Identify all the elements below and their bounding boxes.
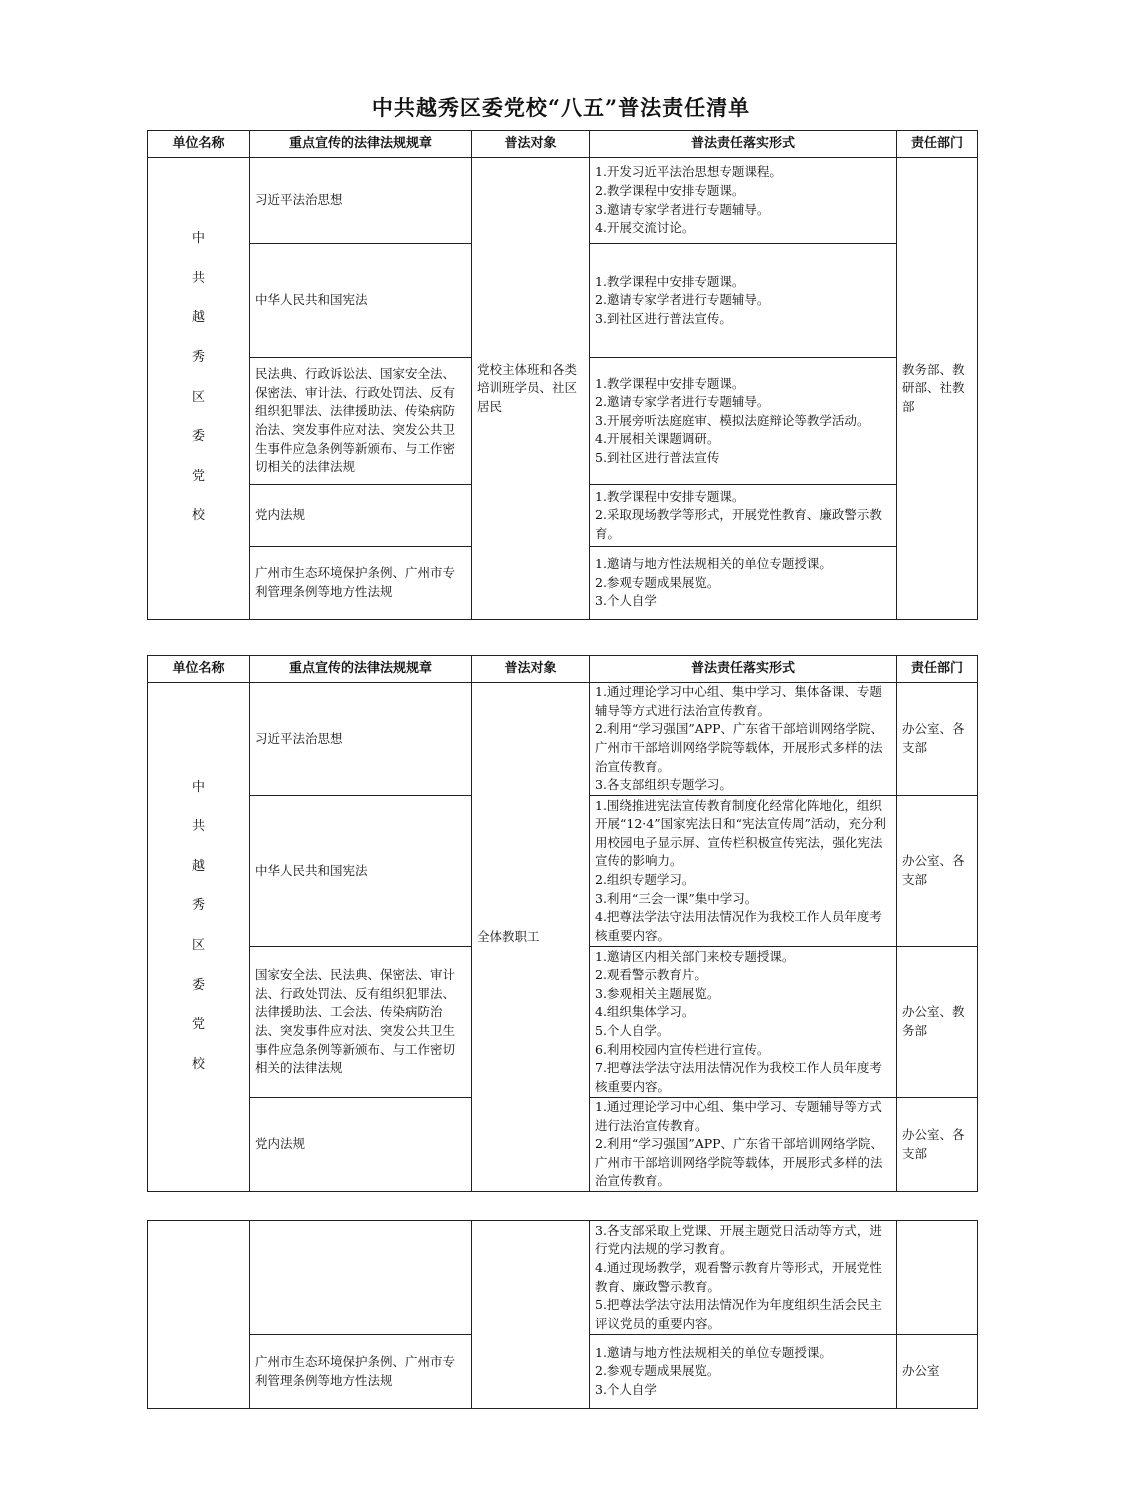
law-cell: 党内法规	[250, 485, 472, 547]
form-item: 4.把尊法学法守法用法情况作为我校工作人员年度考核重要内容。	[595, 909, 882, 943]
forms-cell	[590, 947, 897, 1098]
form-item: 2.利用“学习强国”APP、广东省干部培训网络学院、广州市干部培训网络学院等载体，开展形式多样的法治宣传教育。	[595, 721, 884, 774]
form-item: 4.开展相关课题调研。	[595, 431, 720, 447]
unit-name-char: 区	[191, 938, 205, 953]
unit-name-char: 中	[191, 779, 205, 795]
dept-cell	[897, 1221, 978, 1335]
form-item: 5.到社区进行普法宣传	[595, 449, 720, 465]
header-unit: 单位名称	[148, 656, 250, 683]
header-row	[148, 131, 978, 158]
form-item: 2.邀请专家学者进行专题辅导。	[595, 394, 770, 410]
form-item: 1.教学课程中安排专题课。	[595, 488, 745, 504]
form-item: 3.参观相关主题展览。	[595, 985, 720, 1001]
form-item: 1.邀请与地方性法规相关的单位专题授课。	[595, 1344, 832, 1360]
header-unit: 单位名称	[148, 131, 250, 158]
unit-name-cell	[148, 683, 250, 1192]
target-cell: 全体教职工	[472, 683, 590, 1192]
unit-name-char: 共	[191, 819, 205, 835]
dept-cell: 办公室、各支部	[897, 1098, 978, 1192]
form-item: 1.开发习近平法治思想专题课程。	[595, 164, 782, 180]
header-dept: 责任部门	[897, 656, 978, 683]
unit-name-char: 校	[191, 1056, 205, 1072]
form-item: 4.开展交流讨论。	[595, 220, 695, 236]
responsibility-table-1	[147, 130, 978, 620]
form-item: 2.采取现场教学等形式，开展党性教育、廉政警示教育。	[595, 507, 882, 541]
forms-cell	[590, 1335, 897, 1409]
unit-name-char: 秀	[191, 349, 205, 365]
table-row	[148, 683, 978, 796]
form-item: 3.个人自学	[595, 593, 657, 609]
target-cell: 党校主体班和各类培训班学员、社区居民	[472, 158, 590, 620]
header-target: 普法对象	[472, 131, 590, 158]
form-item: 3.邀请专家学者进行专题辅导。	[595, 201, 770, 217]
forms-cell	[590, 1098, 897, 1192]
header-forms: 普法责任落实形式	[590, 656, 897, 683]
forms-cell	[590, 1221, 897, 1335]
form-item: 3.各支部组织专题学习。	[595, 777, 732, 793]
unit-name-char: 党	[191, 468, 205, 484]
form-item: 1.教学课程中安排专题课。	[595, 375, 745, 391]
unit-name-char: 区	[191, 389, 205, 405]
forms-cell	[590, 485, 897, 547]
form-item: 3.开展旁听法庭庭审、模拟法庭辩论等教学活动。	[595, 412, 870, 428]
forms-cell	[590, 244, 897, 358]
table-row	[148, 1221, 978, 1335]
form-item: 1.邀请区内相关部门来校专题授课。	[595, 948, 795, 964]
dept-cell: 教务部、教研部、社教部	[897, 158, 978, 620]
form-item: 5.个人自学。	[595, 1023, 670, 1038]
form-item: 1.围绕推进宪法宣传教育制度化经常化阵地化，组织开展“12·4”国家宪法日和“宪法宣传周”活动，充分利用校园电子显示屏、宣传栏积极宣传宪法，强化宪法宣传的影响力。	[595, 797, 886, 869]
forms-cell	[590, 683, 897, 796]
form-item: 3.利用“三会一课”集中学习。	[595, 890, 758, 906]
form-item: 4.通过现场教学，观看警示教育片等形式，开展党性教育、廉政警示教育。	[595, 1259, 882, 1294]
form-item: 7.把尊法学法守法用法情况作为我校工作人员年度考核重要内容。	[595, 1060, 882, 1094]
law-cell: 党内法规	[250, 1098, 472, 1192]
law-cell: 习近平法治思想	[250, 158, 472, 244]
form-item: 2.教学课程中安排专题课。	[595, 182, 745, 198]
law-cell: 习近平法治思想	[250, 683, 472, 796]
dept-cell: 办公室	[897, 1335, 978, 1409]
law-cell	[250, 1221, 472, 1335]
dept-cell: 办公室、各支部	[897, 683, 978, 796]
form-item: 1.教学课程中安排专题课。	[595, 273, 745, 289]
unit-name-char: 中	[191, 231, 205, 247]
responsibility-table-2	[147, 655, 978, 1192]
header-target: 普法对象	[472, 656, 590, 683]
law-cell: 中华人民共和国宪法	[250, 244, 472, 358]
form-item: 3.到社区进行普法宣传。	[595, 310, 732, 326]
unit-name-char: 党	[191, 1017, 205, 1033]
forms-cell	[590, 547, 897, 620]
form-item: 2.观看警示教育片。	[595, 967, 707, 983]
table-row	[148, 158, 978, 244]
unit-name-cell	[148, 1221, 250, 1409]
law-cell: 中华人民共和国宪法	[250, 796, 472, 947]
form-item: 2.邀请专家学者进行专题辅导。	[595, 292, 770, 308]
responsibility-table-3	[147, 1220, 978, 1409]
forms-cell	[590, 796, 897, 947]
law-cell: 民法典、行政诉讼法、国家安全法、保密法、审计法、行政处罚法、反有组织犯罪法、法律援助法、传染病防治法、突发事件应对法、突发公共卫生事件应急条例等新颁布、与工作密切相关的法律法规	[250, 358, 472, 485]
form-item: 5.把尊法学法守法用法情况作为年度组织生活会民主评议党员的重要内容。	[595, 1297, 882, 1331]
header-row	[148, 656, 978, 683]
form-item: 4.组织集体学习。	[595, 1004, 695, 1020]
unit-name-char: 委	[191, 429, 205, 445]
form-item: 3.各支部采取上党课、开展主题党日活动等方式，进行党内法规的学习教育。	[595, 1222, 882, 1257]
law-cell: 广州市生态环境保护条例、广州市专利管理条例等地方性法规	[250, 1335, 472, 1409]
form-item: 1.通过理论学习中心组、集中学习、专题辅导等方式进行法治宣传教育。	[595, 1099, 882, 1133]
form-item: 1.通过理论学习中心组、集中学习、集体备课、专题辅导等方式进行法治宣传教育。	[595, 684, 882, 718]
form-item: 2.参观专题成果展览。	[595, 574, 720, 590]
header-dept: 责任部门	[897, 131, 978, 158]
unit-name-char: 共	[191, 270, 205, 286]
form-item: 2.参观专题成果展览。	[595, 1363, 720, 1379]
form-item: 1.邀请与地方性法规相关的单位专题授课。	[595, 556, 832, 572]
header-laws: 重点宣传的法律法规规章	[250, 131, 472, 158]
unit-name-cell	[148, 158, 250, 620]
forms-cell	[590, 358, 897, 485]
dept-cell: 办公室、各支部	[897, 796, 978, 947]
target-cell	[472, 1221, 590, 1409]
unit-name-char: 越	[191, 858, 205, 874]
unit-name-char: 秀	[191, 898, 205, 914]
forms-cell	[590, 158, 897, 244]
page-title: 中共越秀区委党校“八五”普法责任清单	[371, 95, 751, 120]
unit-name-char: 委	[191, 977, 205, 993]
dept-cell: 办公室、教务部	[897, 947, 978, 1098]
unit-name-char: 校	[191, 508, 205, 524]
form-item: 2.组织专题学习。	[595, 872, 695, 887]
header-laws: 重点宣传的法律法规规章	[250, 656, 472, 683]
header-forms: 普法责任落实形式	[590, 131, 897, 158]
form-item: 2.利用“学习强国”APP、广东省干部培训网络学院、广州市干部培训网络学院等载体，开展形式多样的法治宣传教育。	[595, 1136, 884, 1189]
unit-name-char: 越	[191, 310, 205, 326]
law-cell: 广州市生态环境保护条例、广州市专利管理条例等地方性法规	[250, 547, 472, 620]
form-item: 3.个人自学	[595, 1381, 657, 1397]
form-item: 6.利用校园内宣传栏进行宣传。	[595, 1041, 770, 1057]
law-cell: 国家安全法、民法典、保密法、审计法、行政处罚法、反有组织犯罪法、法律援助法、工会法、传染病防治法、突发事件应对法、突发公共卫生事件应急条例等新颁布、与工作密切相关的法律法规	[250, 947, 472, 1098]
